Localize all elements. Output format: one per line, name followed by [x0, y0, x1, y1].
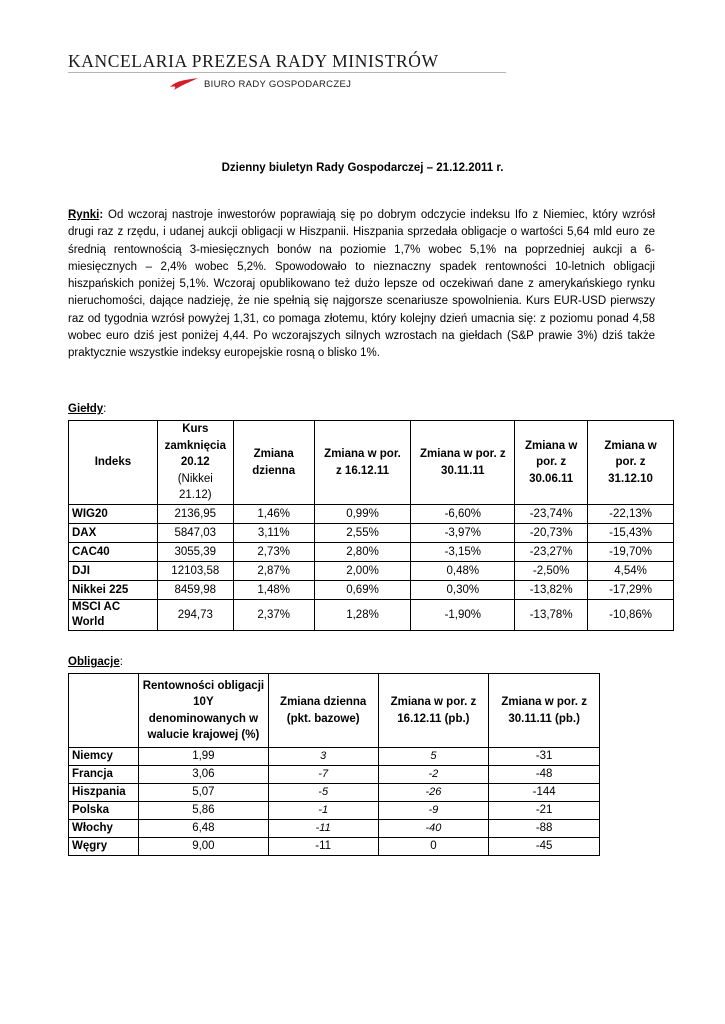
change-vs-301111: -3,97%	[411, 524, 515, 543]
bond-change-vs-161211: -2	[378, 766, 489, 784]
bond-change-vs-161211: -26	[378, 784, 489, 802]
header-subtitle: BIURO RADY GOSPODARCZEJ	[204, 79, 352, 90]
change-vs-311210: -15,43%	[588, 524, 674, 543]
bond-change-vs-161211: -9	[378, 802, 489, 820]
daily-change: 2,87%	[233, 562, 314, 581]
country-name: Włochy	[69, 820, 139, 838]
close-value: 5847,03	[157, 524, 233, 543]
change-vs-300611: -20,73%	[515, 524, 588, 543]
table-row	[69, 838, 600, 856]
yield-value: 5,86	[138, 802, 268, 820]
country-name: Polska	[69, 802, 139, 820]
col-yield-line4: walucie krajowej (%)	[147, 729, 260, 741]
col-vs-301111-line2: 30.11.11	[441, 464, 485, 477]
yield-value: 5,07	[138, 784, 268, 802]
yield-value: 1,99	[138, 748, 268, 766]
change-vs-161211: 2,80%	[314, 543, 411, 562]
col-yield-line3: denominowanych w	[148, 712, 259, 725]
bonds-label: Obligacje	[68, 656, 120, 668]
col-bond-vs-301111-line1: Zmiana w por. z	[501, 696, 587, 708]
col-vs-300611-line3: 30.06.11	[529, 472, 574, 485]
col-close-line1: Kurs	[182, 423, 209, 436]
bond-change-vs-161211: -40	[378, 820, 489, 838]
col-bond-daily-line2: (pkt. bazowe)	[286, 712, 360, 725]
col-daily-line2: dzienna	[252, 464, 296, 477]
col-bond-vs-301111	[489, 674, 600, 748]
country-name: Hiszpania	[69, 784, 139, 802]
change-vs-301111: 0,48%	[411, 562, 515, 581]
bonds-section-label	[68, 656, 123, 668]
change-vs-161211: 1,28%	[314, 600, 411, 631]
index-name: DJI	[69, 562, 158, 581]
col-vs-301111	[411, 421, 515, 505]
change-vs-300611: -2,50%	[515, 562, 588, 581]
stocks-section-label	[68, 403, 106, 415]
yield-value: 3,06	[138, 766, 268, 784]
col-bond-vs-161211	[378, 674, 489, 748]
change-vs-311210: -17,29%	[588, 581, 674, 600]
bond-change-vs-161211: 5	[378, 748, 489, 766]
yield-value: 9,00	[138, 838, 268, 856]
col-yield-line1: Rentowności obligacji	[142, 679, 265, 692]
index-name: WIG20	[69, 505, 158, 524]
col-vs-300611	[515, 421, 588, 505]
bond-change-vs-301111: -48	[489, 766, 600, 784]
change-vs-161211: 0,99%	[314, 505, 411, 524]
change-vs-300611: -23,74%	[515, 505, 588, 524]
stocks-label: Giełdy	[68, 403, 104, 415]
bond-change-vs-301111: -31	[489, 748, 600, 766]
bond-change-vs-161211: 0	[378, 838, 489, 856]
change-vs-300611: -23,27%	[515, 543, 588, 562]
col-close-line5: 21.12)	[178, 489, 212, 502]
bond-change-vs-301111: -21	[489, 802, 600, 820]
close-value: 8459,98	[157, 581, 233, 600]
change-vs-311210: -22,13%	[588, 505, 674, 524]
col-vs-161211	[314, 421, 411, 505]
col-close-line4: (Nikkei	[177, 472, 213, 485]
bonds-label-suffix: :	[119, 656, 123, 668]
change-vs-311210: -10,86%	[588, 600, 674, 631]
stocks-table	[68, 420, 674, 631]
col-vs-161211-line2: z 16.12.11	[335, 464, 390, 477]
daily-change: 3,11%	[233, 524, 314, 543]
col-vs-311210-line2: por. z	[615, 456, 646, 469]
table-row	[69, 802, 600, 820]
header-divider	[68, 72, 506, 73]
col-bond-vs-301111-line2: 30.11.11 (pb.)	[508, 712, 580, 725]
change-vs-301111: 0,30%	[411, 581, 515, 600]
markets-text: Od wczoraj nastroje inwestorów poprawiają się po dobrym odczycie indeksu Ifo z Niemiec, który wzrósł drugi raz z rzędu, i udanej aukcji obligacji w Hiszpanii. Hiszpania sprzedała obligacje o wartości 5,64 mld euro ze średnią rentownością 3-miesięcznych bonów na poziomie 1,7% wobec 5,1% na poprzedniej aukcji a 6-miesięcznych – 2,4% wobec 5,2%. Spowodowało to nieznaczny spadek rentowności 10-letnich obligacji hiszpańskich poniżej 5,1%. Wczoraj opublikowano też dużo lepsze od oczekiwań dane z amerykańskiego rynku nieruchomości, dające nadzieję, że nie spełnią się najgorsze scenariusze spowolnienia. Kurs EUR-USD pierwszy raz od tygodnia wzrósł powyżej 1,31, co pomaga złotemu, który kolejny dzień umacnia się: z poziomu ponad 4,58 wobec euro dziś jest poniżej 4,44. Po wczorajszych silnych wzrostach na giełdach (S&P prawie 3%) dziś także praktycznie wszystkie indeksy europejskie rosną o blisko 1%.	[68, 209, 655, 360]
change-vs-161211: 2,00%	[314, 562, 411, 581]
close-value: 2136,95	[157, 505, 233, 524]
col-vs-311210	[588, 421, 674, 505]
change-vs-301111: -3,15%	[411, 543, 515, 562]
table-row	[69, 581, 674, 600]
table-row	[69, 748, 600, 766]
col-index: Indeks	[69, 421, 158, 505]
country-name: Francja	[69, 766, 139, 784]
bonds-table	[68, 673, 600, 856]
col-vs-300611-line2: por. z	[536, 456, 567, 469]
bulletin-title: Dzienny biuletyn Rady Gospodarczej – 21.12.2011 r.	[221, 162, 504, 174]
country-name: Węgry	[69, 838, 139, 856]
table-row	[69, 820, 600, 838]
col-vs-311210-line1: Zmiana w	[604, 439, 657, 452]
daily-change: 2,73%	[233, 543, 314, 562]
bond-change-vs-301111: -45	[489, 838, 600, 856]
col-bond-daily	[268, 674, 378, 748]
col-bond-vs-161211-line1: Zmiana w por. z	[390, 696, 477, 708]
header-title: KANCELARIA PREZESA RADY MINISTRÓW	[68, 51, 439, 71]
table-row	[69, 543, 674, 562]
country-name: Niemcy	[69, 748, 139, 766]
col-vs-161211-line1: Zmiana w por.	[324, 448, 401, 460]
index-name: Nikkei 225	[69, 581, 158, 600]
change-vs-311210: -19,70%	[588, 543, 674, 562]
bond-daily-change: 3	[268, 748, 378, 766]
col-daily-line1: Zmiana	[253, 448, 294, 460]
close-value: 294,73	[157, 600, 233, 631]
col-bond-daily-line1: Zmiana dzienna	[280, 696, 367, 708]
index-name: CAC40	[69, 543, 158, 562]
index-name: MSCI AC World	[69, 600, 158, 631]
close-value: 3055,39	[157, 543, 233, 562]
daily-change: 1,48%	[233, 581, 314, 600]
daily-change: 2,37%	[233, 600, 314, 631]
flag-logo-icon	[168, 77, 200, 91]
change-vs-161211: 0,69%	[314, 581, 411, 600]
close-value: 12103,58	[157, 562, 233, 581]
col-yield-line2: 10Y	[193, 696, 214, 708]
table-row	[69, 600, 674, 631]
col-close-line2: zamknięcia	[164, 439, 226, 452]
table-row	[69, 562, 674, 581]
change-vs-311210: 4,54%	[588, 562, 674, 581]
col-vs-300611-line1: Zmiana w	[524, 439, 578, 452]
col-close-line3: 20.12	[180, 456, 210, 469]
table-row	[69, 524, 674, 543]
col-bond-vs-161211-line2: 16.12.11 (pb.)	[397, 712, 470, 725]
bond-daily-change: -5	[268, 784, 378, 802]
bond-change-vs-301111: -88	[489, 820, 600, 838]
bond-daily-change: -11	[268, 820, 378, 838]
table-row	[69, 505, 674, 524]
col-yield	[138, 674, 268, 748]
col-country	[69, 674, 139, 748]
change-vs-301111: -1,90%	[411, 600, 515, 631]
stocks-label-suffix: :	[103, 403, 107, 415]
table-row	[69, 766, 600, 784]
bond-daily-change: -7	[268, 766, 378, 784]
markets-lead: Rynki	[68, 209, 100, 221]
change-vs-301111: -6,60%	[411, 505, 515, 524]
markets-lead-colon: :	[99, 209, 104, 221]
col-vs-311210-line3: 31.12.10	[608, 472, 653, 485]
markets-paragraph	[68, 207, 655, 363]
bond-daily-change: -11	[268, 838, 378, 856]
change-vs-300611: -13,78%	[515, 600, 588, 631]
bond-change-vs-301111: -144	[489, 784, 600, 802]
bond-daily-change: -1	[268, 802, 378, 820]
index-name: DAX	[69, 524, 158, 543]
yield-value: 6,48	[138, 820, 268, 838]
daily-change: 1,46%	[233, 505, 314, 524]
col-close	[157, 421, 233, 505]
col-daily	[233, 421, 314, 505]
col-vs-301111-line1: Zmiana w por. z	[419, 448, 506, 460]
table-row	[69, 784, 600, 802]
change-vs-300611: -13,82%	[515, 581, 588, 600]
change-vs-161211: 2,55%	[314, 524, 411, 543]
